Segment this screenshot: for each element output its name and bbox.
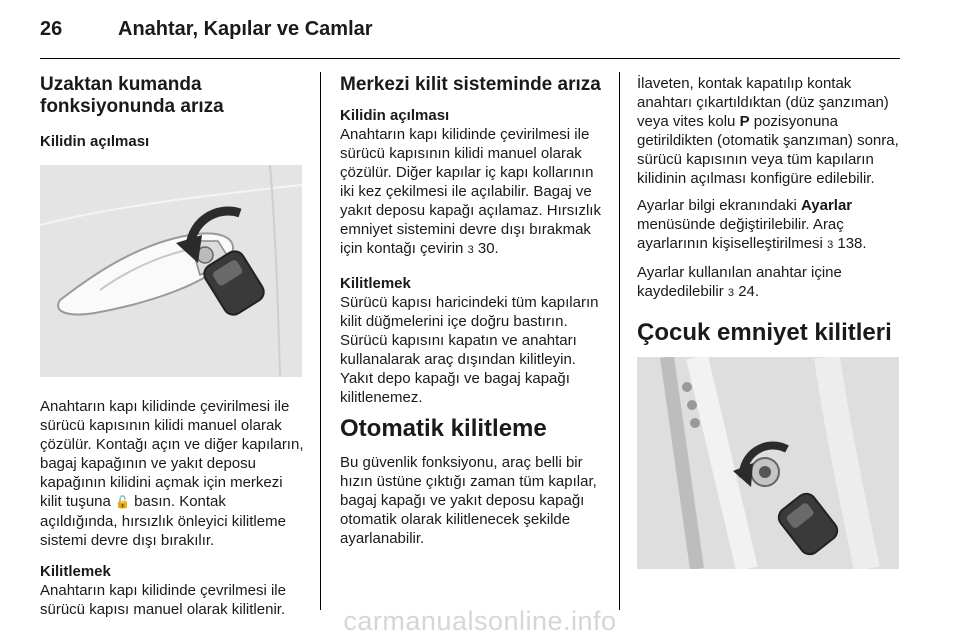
lock-icon: 🔓 <box>115 495 130 509</box>
paragraph-settings-menu: Ayarlar bilgi ekranındaki Ayarlar menüsünde değiştirilebilir. Araç ayarlarının kişiselleştirilmesi 3 138. <box>637 197 867 252</box>
page-ref-arrow-icon: 3 <box>727 287 735 299</box>
column-2 <box>340 74 606 556</box>
column-3 <box>637 74 903 589</box>
chapter-title: Anahtar, Kapılar ve Camlar <box>118 18 373 40</box>
settings-menu-name: Ayarlar <box>800 197 853 214</box>
watermark: carmanualsonline.info <box>343 606 617 636</box>
column-1 <box>40 74 306 627</box>
section-heading-child-locks: Çocuk emniyet kilitleri <box>637 319 892 346</box>
page-number: 26 <box>40 18 63 40</box>
paragraph-auto-locking: Bu güvenlik fonksiyonu, araç belli bir hızın üstüne çıktığı zaman tüm kapılar, bagaj kapağı ve yakıt deposu kapağı otomatik olarak kilitlenecek şekilde ayarlanabilir. <box>340 454 597 547</box>
page-header <box>40 18 900 48</box>
page-ref-30: 30. <box>477 240 499 257</box>
column-divider-1 <box>320 72 321 610</box>
column-divider-2 <box>619 72 620 610</box>
door-handle-key-illustration <box>40 165 302 377</box>
paragraph-remote-lock: Anahtarın kapı kilidinde çevrilmesi ile sürücü kapısı manuel olarak kilitlenir. <box>40 582 286 618</box>
subheading-unlocking-2: Kilidin açılması <box>340 107 450 124</box>
gear-position-p: P <box>739 113 750 130</box>
subheading-locking: Kilitlemek <box>40 563 111 580</box>
paragraph-central-lock: Sürücü kapısı haricindeki tüm kapıların kilit düğmelerini içe doğru bastırın. Sürücü kapısını kapatın ve anahtarı kullanalarak araç dışından kilitleyin. Yakıt depo kapağı ve bagaj kapağı kilitlenemez. <box>340 294 599 406</box>
page-ref-arrow-icon: 3 <box>827 239 834 251</box>
subheading-unlocking: Kilidin açılması <box>40 133 150 150</box>
paragraph-settings-key: Ayarlar kullanılan anahtar içine kaydedilebilir 3 24. <box>637 264 842 300</box>
section-heading-auto-locking: Otomatik kilitleme <box>340 415 547 442</box>
child-lock-illustration <box>637 357 899 569</box>
paragraph-unlock-config: İlaveten, kontak kapatılıp kontak anahtarı çıkartıldıktan (düz şanzıman) veya vites kolu P pozisyonuna getirildikten (otomatik şanzıman) sonra, sürücü kapısının veya tüm kapıların kilidinin açılması konfigüre edilebilir. <box>637 75 899 187</box>
paragraph-central-unlock: Anahtarın kapı kilidinde çevirilmesi ile sürücü kapısının kilidi manuel olarak çözülür. Diğer kapılar iç kapı kollarının iki kez çekilmesi ile açılabilir. Bagaj ve yakıt deposu kapağı açılamaz. Hırsızlık emniyet sistemini devre dışı bırakmak için kontağı çevirin 3 30. <box>340 126 601 257</box>
child-lock-key-drawing <box>637 357 899 569</box>
paragraph-remote-unlock: Anahtarın kapı kilidinde çevirilmesi ile sürücü kapısının kilidi manuel olarak çözülür. Kontağı açın ve diğer kapıların, bagaj kapağının ve yakıt deposu kapağının kilidini açmak için merkezi kilit tuşuna 🔓 basın. Kontak açıldığında, hırsızlık önleyici kilitleme sistemi devre dışı bırakılır. <box>40 398 304 549</box>
page-ref-138: 138. <box>837 235 867 252</box>
door-handle-key-drawing <box>40 165 302 377</box>
page-ref-arrow-icon: 3 <box>467 244 474 256</box>
page-ref-24: 24. <box>738 283 760 300</box>
section-heading-central-lock-fault: Merkezi kilit sisteminde arıza <box>340 74 601 95</box>
section-heading-remote-fault: Uzaktan kumanda fonksiyonunda arıza <box>40 74 224 117</box>
subheading-locking-2: Kilitlemek <box>340 275 411 292</box>
header-rule <box>40 58 900 59</box>
